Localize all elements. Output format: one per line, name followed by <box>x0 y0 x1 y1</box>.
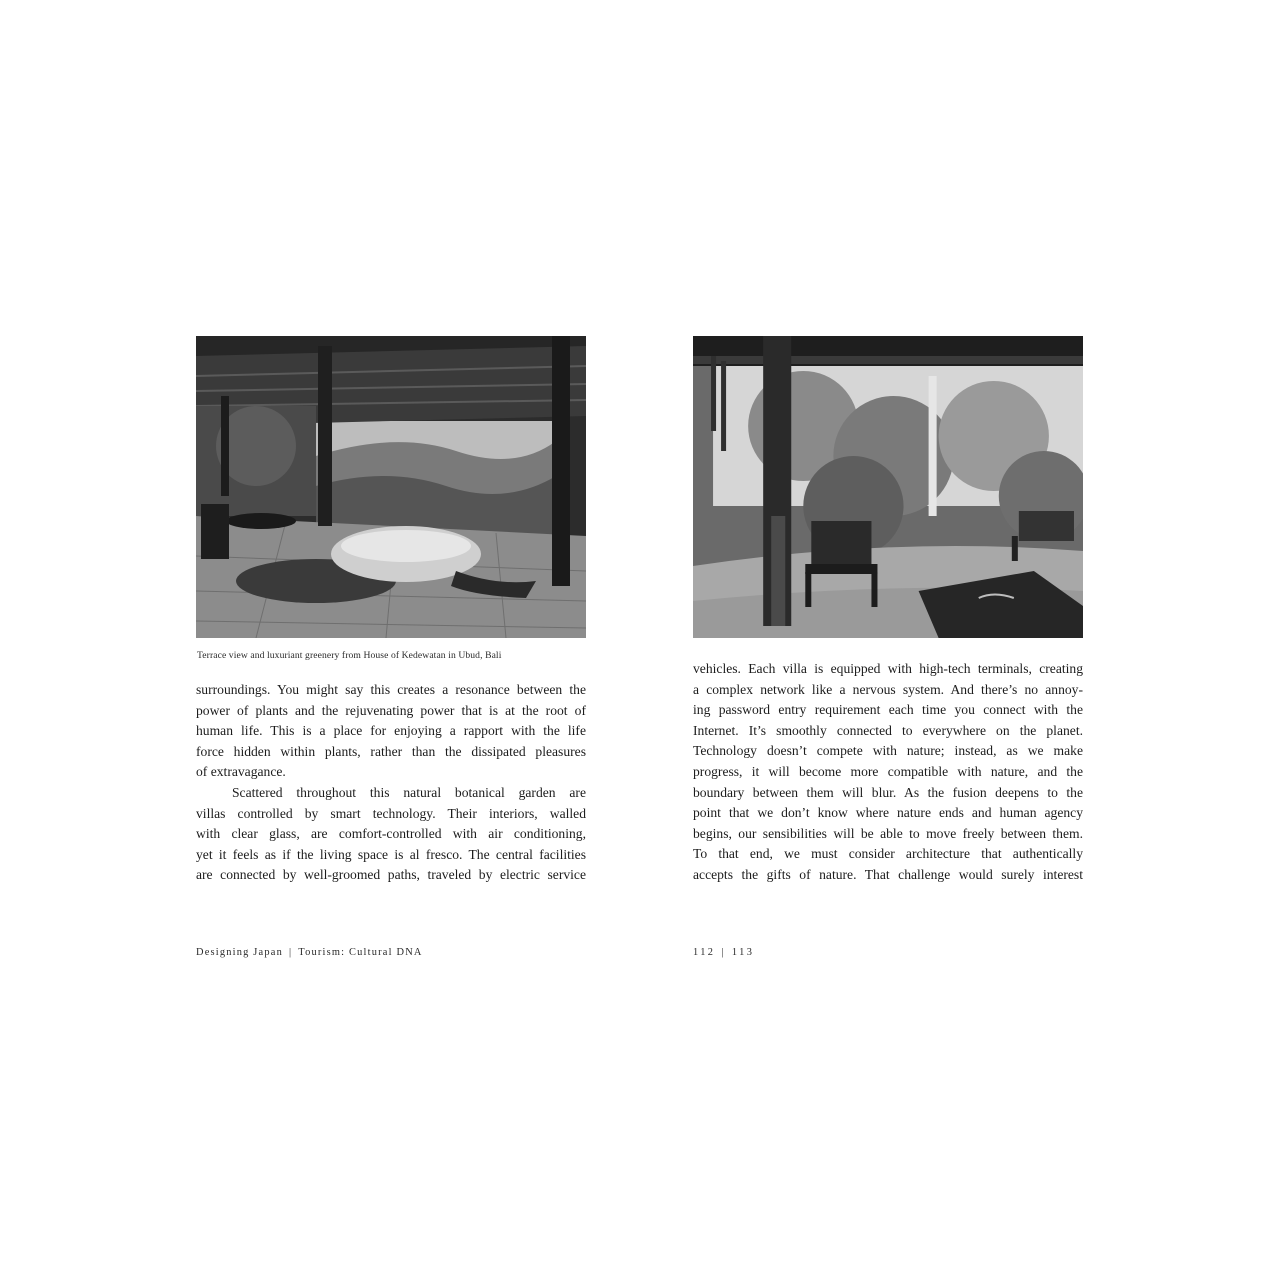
text-line: surroundings. You might say this creates a resonance between the <box>196 682 586 697</box>
text-line: of extravagance. <box>196 764 286 780</box>
text-line: Scattered throughout this natural botanical garden are <box>232 784 586 800</box>
footer-chapter: Tourism: Cultural DNA <box>298 947 423 958</box>
text-line: Internet. It’s smoothly connected to everywhere on the planet. <box>693 722 1083 738</box>
text-line: Technology doesn’t compete with nature; instead, as we make <box>693 743 1083 759</box>
page-number-separator: | <box>721 947 726 958</box>
text-line: villas controlled by smart technology. Their interiors, walled <box>196 805 586 821</box>
footer-separator: | <box>288 947 293 958</box>
page-numbers <box>693 947 754 958</box>
text-line: point that we don’t know where nature ends and human agency <box>693 805 1083 821</box>
right-body-text <box>693 659 1083 886</box>
text-line: power of plants and the rejuvenating power that is at the root of <box>196 702 586 718</box>
footer-book-title: Designing Japan <box>196 947 283 958</box>
page-number-right: 113 <box>731 947 755 958</box>
text-line: with clear glass, are comfort-controlled with air conditioning, <box>196 826 586 842</box>
text-line: force hidden within plants, rather than the dissipated pleasures <box>196 743 586 759</box>
text-line: begins, our sensibilities will be able to move freely between them. <box>693 825 1083 841</box>
running-footer-left <box>196 947 423 958</box>
text-line: yet it feels as if the living space is al fresco. The central facilities <box>196 846 586 862</box>
text-line: human life. This is a place for enjoying a rapport with the life <box>196 723 586 739</box>
terrace-photo <box>196 336 586 638</box>
text-line: vehicles. Each villa is equipped with high-tech terminals, creating <box>693 661 1083 676</box>
text-line: ing password entry requirement each time you connect with the <box>693 702 1083 718</box>
veranda-photo-drawing <box>693 336 1083 638</box>
veranda-photo <box>693 336 1083 638</box>
text-line: accepts the gifts of nature. That challenge would surely interest <box>693 866 1083 882</box>
photo-caption: Terrace view and luxuriant greenery from House of Kedewatan in Ubud, Bali <box>197 650 502 661</box>
page-number-left: 112 <box>693 947 716 958</box>
text-line: boundary between them will blur. As the fusion deepens to the <box>693 784 1083 800</box>
text-line: are connected by well-groomed paths, traveled by electric service <box>196 867 586 883</box>
terrace-photo-drawing <box>196 336 586 638</box>
text-line: progress, it will become more compatible with nature, and the <box>693 763 1083 779</box>
text-line: a complex network like a nervous system. And there’s no annoy- <box>693 681 1083 697</box>
left-body-text <box>196 680 586 886</box>
text-line: To that end, we must consider architecture that authentically <box>693 846 1083 862</box>
